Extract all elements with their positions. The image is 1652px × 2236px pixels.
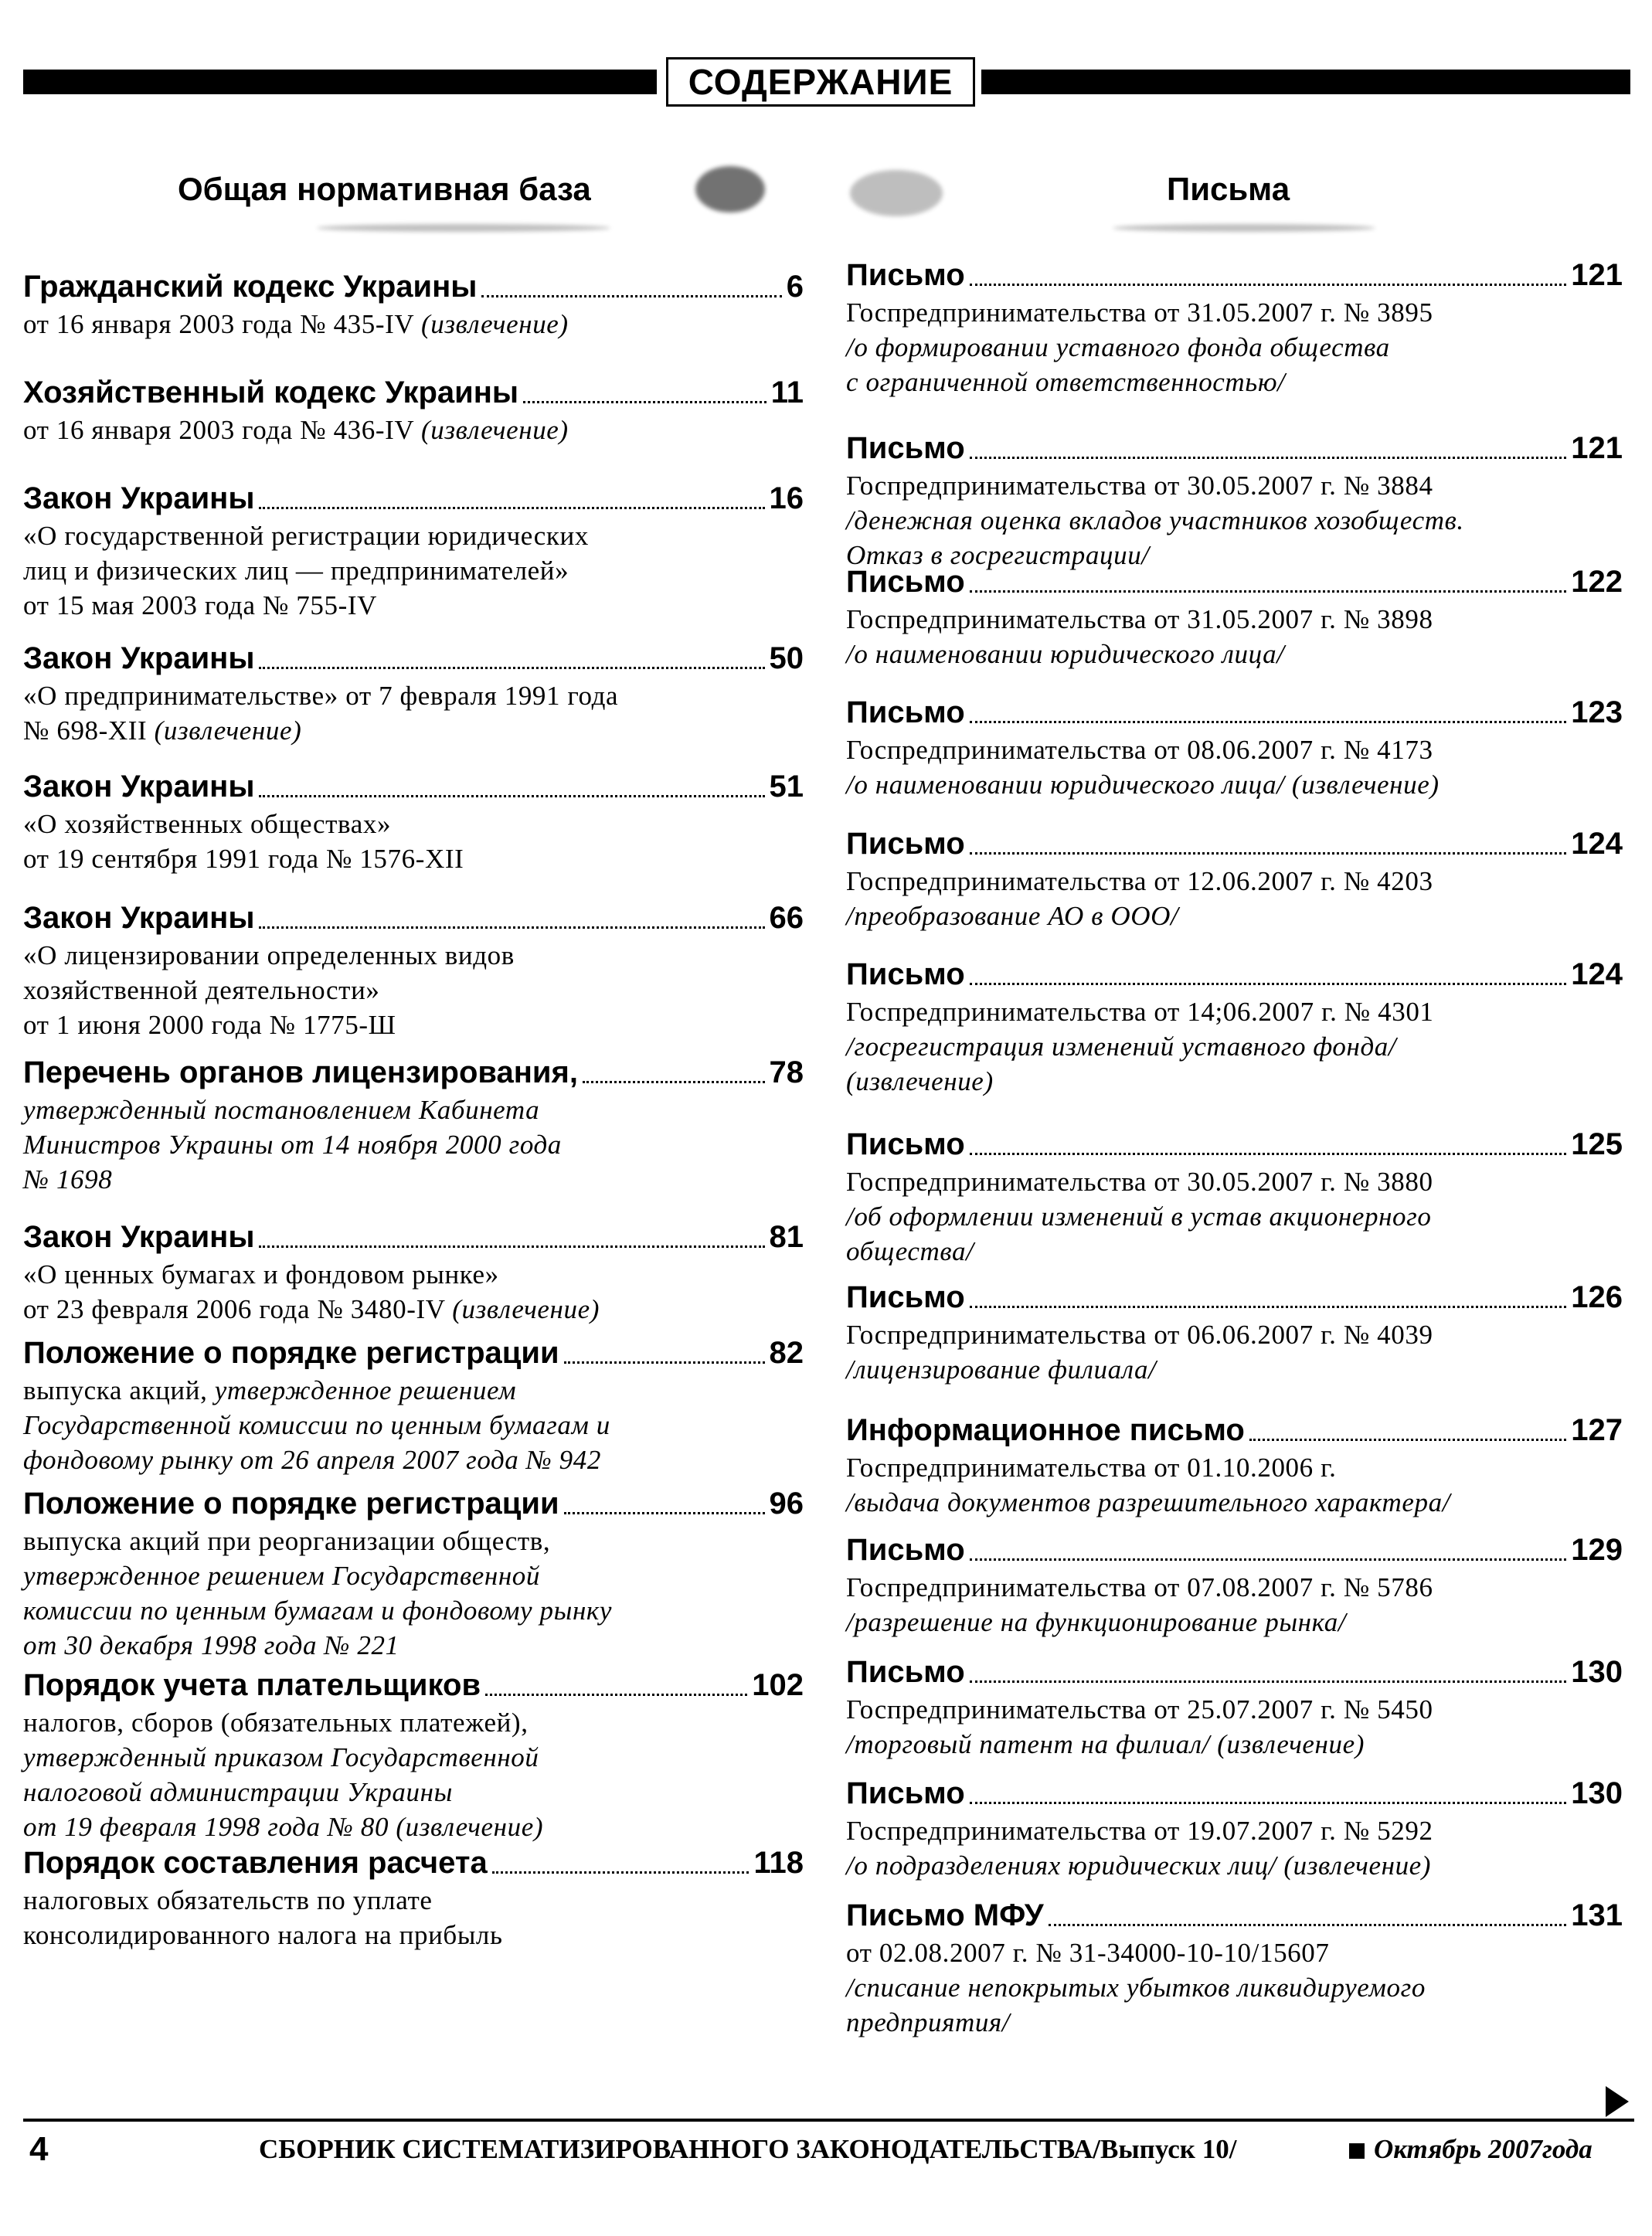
toc-entry-description-line [846,1605,1623,1640]
toc-entry-description-line [23,938,804,973]
dot-leader [259,795,764,797]
toc-entry-title: Положение о порядке регистрации [23,1336,559,1370]
toc-entry-description-line [846,864,1623,899]
toc-entry [846,692,1623,802]
description-text: выпуска акций, [23,1375,215,1405]
description-text: № 698-XII [23,715,155,746]
dot-leader [970,284,1567,286]
description-text: Госпредпринимательства от 25.07.2007 г. № 5450 [846,1694,1433,1725]
description-text: утвержденное решением [214,1375,517,1405]
toc-entry [23,898,804,1042]
description-text: предприятия/ [846,2007,1011,2037]
dot-leader [970,1680,1567,1683]
toc-entry-title: Гражданский кодекс Украины [23,270,478,304]
right-column-heading: Письма [1167,171,1290,207]
dot-leader [564,1512,765,1514]
toc-entry-heading [846,954,1623,994]
description-text: от 16 января 2003 года № 436-IV [23,415,421,445]
description-text: хозяйственной деятельности» [23,975,380,1005]
toc-entry-heading [846,1773,1623,1813]
description-text: (извлечение) [420,415,569,445]
description-text: /разрешение на функционирование рынка/ [846,1607,1347,1637]
toc-entry-description-line [23,1810,804,1844]
toc-entry [846,1652,1623,1762]
toc-entry-heading [23,478,804,518]
toc-entry-title: Письмо [846,695,965,729]
toc-entry-heading [23,766,804,807]
toc-entry-description-line [846,637,1623,671]
dot-leader [481,295,781,297]
toc-entry-title: Закон Украины [23,1220,255,1254]
toc-entry [846,954,1623,1099]
toc-entry [846,1124,1623,1269]
dot-leader [970,983,1567,985]
toc-entry-description-line [23,973,804,1008]
toc-entry-description-line [846,1813,1623,1848]
toc-entry [846,1277,1623,1387]
toc-entry [846,1773,1623,1883]
description-text: Госпредпринимательства от 01.10.2006 г. [846,1453,1337,1483]
toc-entry-description-line [23,1918,804,1952]
toc-entry-description-line [846,1199,1623,1234]
toc-page-number: 96 [769,1487,804,1521]
dot-leader [485,1694,747,1696]
toc-entry-description-line [846,602,1623,637]
header-rule-left [23,70,657,94]
toc-entry-description-line [846,1935,1623,1970]
description-text: с ограниченной ответственностью/ [846,367,1286,397]
toc-page-number: 50 [769,641,804,675]
description-text: /лицензирование филиала/ [846,1354,1157,1385]
dot-leader [970,852,1567,855]
toc-entry-description-line [846,1848,1623,1883]
toc-entry-heading [23,638,804,678]
toc-entry [23,1052,804,1197]
toc-entry [23,478,804,623]
toc-entry-description-line [23,1373,804,1408]
description-text: Госпредпринимательства от 06.06.2007 г. № 4039 [846,1320,1433,1350]
toc-entry-description-line [23,1740,804,1775]
description-text: /о подразделениях юридических лиц/ (извлечение) [846,1850,1432,1881]
description-text: от 19 сентября 1991 года № 1576-XII [23,844,464,874]
toc-entry-description-line [23,518,804,553]
description-text: от 23 февраля 2006 года № 3480-IV [23,1294,453,1324]
toc-page-number: 51 [769,770,804,804]
toc-entry-description-line [846,1317,1623,1352]
toc-entry [23,372,804,447]
description-text: /о формировании уставного фонда общества [846,332,1390,362]
toc-entry-heading [23,1843,804,1883]
description-text: консолидированного налога на прибыль [23,1920,503,1950]
toc-entry [23,267,804,342]
toc-page-number: 130 [1571,1776,1623,1810]
description-text: утвержденный постановлением Кабинета [23,1095,540,1125]
dot-leader [259,507,764,509]
toc-page-number: 124 [1571,957,1623,991]
description-text: /выдача документов разрешительного характера/ [846,1487,1451,1517]
dot-leader [1249,1439,1566,1441]
toc-entry-heading [846,562,1623,602]
toc-entry-title: Закон Украины [23,641,255,675]
toc-page-number: 124 [1571,827,1623,861]
dot-leader [970,1558,1567,1561]
description-text: налоговой администрации Украины [23,1777,453,1807]
dot-leader [970,1153,1567,1155]
description-text: Госпредпринимательства от 19.07.2007 г. № 5292 [846,1816,1433,1846]
description-text: /об оформлении изменений в устав акционерного [846,1201,1432,1232]
description-text: от 15 мая 2003 года № 755-IV [23,590,377,620]
toc-entry-heading [23,1665,804,1705]
dot-leader [970,457,1567,459]
toc-page-number: 126 [1571,1280,1623,1314]
toc-entry-title: Закон Украины [23,770,255,804]
description-text: Госпредпринимательства от 30.05.2007 г. № 3884 [846,471,1433,501]
toc-entry-description-line [23,1628,804,1663]
toc-entry-description-line [846,1450,1623,1485]
toc-page-number: 129 [1571,1533,1623,1567]
toc-entry-description-line [23,588,804,623]
toc-entry-description-line [846,732,1623,767]
toc-entry-heading [846,692,1623,732]
description-text: (извлечение) [154,715,302,746]
description-text: лиц и физических лиц — предпринимателей» [23,556,569,586]
page-number: 4 [29,2130,49,2168]
toc-entry-heading [23,1333,804,1373]
toc-page-number: 121 [1571,431,1623,465]
description-text: «О хозяйственных обществах» [23,809,392,839]
toc-entry-description-line [846,365,1623,399]
toc-page-number: 131 [1571,1898,1623,1932]
description-text: /преобразование АО в ООО/ [846,901,1179,931]
toc-entry-title: Письмо [846,827,965,861]
toc-entry-description-line [846,994,1623,1029]
footer-title: СБОРНИК СИСТЕМАТИЗИРОВАННОГО ЗАКОНОДАТЕЛЬСТВА/Выпуск 10/ [259,2134,1237,2164]
toc-page-number: 121 [1571,258,1623,292]
footer-date: Октябрь 2007года [1374,2134,1593,2164]
description-text: Госпредпринимательства от 07.08.2007 г. № 5786 [846,1572,1433,1602]
toc-entry-description-line [846,1692,1623,1727]
toc-page-number: 11 [770,375,804,409]
toc-entry [846,255,1623,399]
toc-entry-title: Письмо [846,1655,965,1689]
toc-entry-description-line [846,295,1623,330]
toc-entry-heading [23,1217,804,1257]
scan-smudge [695,166,765,212]
toc-page-number: 78 [769,1055,804,1089]
toc-entry-heading [846,1895,1623,1935]
footer-rule [23,2119,1634,2122]
toc-entry-description-line [23,1443,804,1477]
toc-entry-title: Положение о порядке регистрации [23,1487,559,1521]
dot-leader [583,1081,765,1083]
description-text: Госпредпринимательства от 12.06.2007 г. № 4203 [846,866,1433,896]
toc-page-number: 122 [1571,565,1623,599]
toc-entry-heading [846,1410,1623,1450]
toc-entry-description-line [846,1352,1623,1387]
description-text: от 19 февраля 1998 года № 80 (извлечение) [23,1812,544,1842]
description-text: налоговых обязательств по уплате [23,1885,433,1915]
toc-entry-description-line [23,1705,804,1740]
description-text: «О предпринимательстве» от 7 февраля 1991 года [23,681,619,711]
toc-entry-title: Письмо [846,1533,965,1567]
dot-leader [970,1802,1567,1804]
dot-leader [564,1361,765,1364]
toc-entry-description-line [846,468,1623,503]
header-rule-right [981,70,1630,94]
toc-entry-description-line [846,1970,1623,2005]
toc-entry-description-line [23,553,804,588]
toc-entry-description-line [23,1127,804,1162]
toc-entry-title: Перечень органов лицензирования, [23,1055,578,1089]
toc-page-number: 66 [769,901,804,935]
description-text: /госрегистрация изменений уставного фонда/ [846,1031,1397,1062]
toc-entry-description-line [23,713,804,748]
toc-entry [23,766,804,876]
description-text: (извлечение) [452,1294,600,1324]
description-text: выпуска акций при реорганизации обществ, [23,1526,551,1556]
next-page-arrow-icon [1606,2086,1629,2117]
toc-entry-description-line [23,1008,804,1042]
square-bullet-icon [1349,2143,1365,2159]
description-text: (извлечение) [846,1066,994,1096]
toc-page-number: 6 [786,270,804,304]
description-text: утвержденный приказом Государственной [23,1742,539,1772]
description-text: «О государственной регистрации юридических [23,521,589,551]
toc-entry-description-line [23,807,804,841]
description-text: /списание непокрытых убытков ликвидируемого [846,1973,1426,2003]
description-text: Государственной комиссии по ценным бумагам и [23,1410,610,1440]
toc-entry-description-line [846,503,1623,538]
toc-entry [846,428,1623,573]
toc-entry-heading [846,1277,1623,1317]
scan-smudge [317,224,610,232]
toc-entry [23,1217,804,1327]
toc-page-number: 127 [1571,1413,1623,1447]
toc-entry-description-line [846,767,1623,802]
left-column-heading: Общая нормативная база [178,171,591,207]
toc-entry-title: Письмо [846,1127,965,1161]
description-text: комиссии по ценным бумагам и фондовому рынку [23,1595,613,1626]
toc-page-number: 102 [752,1668,804,1702]
toc-page-number: 16 [769,481,804,515]
toc-entry-heading [846,1652,1623,1692]
toc-entry-title: Письмо [846,258,965,292]
toc-entry-description-line [23,1093,804,1127]
toc-entry-title: Письмо [846,431,965,465]
description-text: «О ценных бумагах и фондовом рынке» [23,1259,499,1290]
description-text: общества/ [846,1236,974,1266]
toc-entry [23,1333,804,1477]
toc-entry [23,638,804,748]
toc-entry-title: Закон Украины [23,901,255,935]
description-text: (извлечение) [420,309,569,339]
toc-entry-heading [23,372,804,413]
description-text: /денежная оценка вкладов участников хозобществ. [846,505,1464,535]
description-text: Министров Украины от 14 ноября 2000 года [23,1130,562,1160]
toc-page-number: 118 [753,1846,804,1880]
toc-entry-description-line [23,678,804,713]
toc-entry-description-line [846,1234,1623,1269]
toc-page-number: 125 [1571,1127,1623,1161]
toc-entry-title: Порядок составления расчета [23,1846,488,1880]
toc-entry-title: Порядок учета плательщиков [23,1668,481,1702]
description-text: фондовому рынку от 26 апреля 2007 года № 942 [23,1445,601,1475]
toc-entry [846,1895,1623,2040]
dot-leader [259,667,764,669]
page-footer [23,2126,1634,2173]
description-text: Госпредпринимательства от 14;06.2007 г. № 4301 [846,997,1434,1027]
description-text: Госпредпринимательства от 30.05.2007 г. № 3880 [846,1167,1433,1197]
toc-entry-description-line [23,1162,804,1197]
toc-entry-description-line [23,1593,804,1628]
description-text: Госпредпринимательства от 31.05.2007 г. № 3898 [846,604,1433,634]
toc-page-number: 81 [769,1220,804,1254]
toc-entry-description-line [846,1029,1623,1064]
toc-entry-heading [23,267,804,307]
toc-entry [23,1843,804,1952]
dot-leader [1049,1924,1567,1926]
toc-entry-description-line [846,1727,1623,1762]
toc-entry-description-line [23,1775,804,1810]
toc-entry-description-line [846,899,1623,933]
description-text: налогов, сборов (обязательных платежей), [23,1708,529,1738]
toc-entry-heading [846,1530,1623,1570]
description-text: Госпредпринимательства от 31.05.2007 г. № 3895 [846,297,1433,328]
toc-entry-heading [23,1483,804,1524]
scan-smudge [1113,224,1375,232]
toc-entry [846,1410,1623,1520]
toc-entry-heading [846,1124,1623,1164]
toc-entry [23,1483,804,1663]
toc-entry [23,1665,804,1844]
description-text: от 1 июня 2000 года № 1775-Ш [23,1010,396,1040]
toc-entry-description-line [846,1164,1623,1199]
description-text: от 16 января 2003 года № 435-IV [23,309,421,339]
description-text: /о наименовании юридического лица/ [846,639,1285,669]
dot-leader [970,590,1567,593]
toc-entry-description-line [846,1570,1623,1605]
description-text: от 30 декабря 1998 года № 221 [23,1630,399,1660]
toc-entry-description-line [23,1292,804,1327]
description-text: Госпредпринимательства от 08.06.2007 г. № 4173 [846,735,1433,765]
toc-entry-description-line [23,1408,804,1443]
toc-entry-title: Письмо МФУ [846,1898,1044,1932]
dot-leader [970,721,1567,723]
toc-entry-title: Письмо [846,1776,965,1810]
toc-entry-description-line [23,1257,804,1292]
toc-entry-description-line [23,841,804,876]
description-text: Отказ в госрегистрации/ [846,540,1150,570]
toc-entry-title: Информационное письмо [846,1413,1245,1447]
description-text: /о наименовании юридического лица/ (извлечение) [846,770,1440,800]
toc-entry-description-line [23,307,804,342]
toc-entry-description-line [23,1558,804,1593]
dot-leader [523,401,767,403]
toc-entry-heading [23,1052,804,1093]
toc-entry-title: Письмо [846,957,965,991]
toc-page-number: 123 [1571,695,1623,729]
toc-page-number: 130 [1571,1655,1623,1689]
toc-entry-description-line [846,1064,1623,1099]
toc-entry-description-line [846,2005,1623,2040]
page-title: СОДЕРЖАНИЕ [666,57,975,107]
toc-entry-heading [23,898,804,938]
dot-leader [492,1871,750,1874]
toc-entry-heading [846,824,1623,864]
toc-entry-title: Закон Украины [23,481,255,515]
toc-entry-title: Хозяйственный кодекс Украины [23,375,519,409]
toc-entry-heading [846,428,1623,468]
toc-entry-description-line [846,330,1623,365]
toc-entry [846,562,1623,671]
description-text: от 02.08.2007 г. № 31-34000-10-10/15607 [846,1938,1330,1968]
toc-entry-description-line [23,413,804,447]
description-text: /торговый патент на филиал/ (извлечение) [846,1729,1365,1759]
dot-leader [259,926,764,929]
scan-smudge [850,170,943,216]
description-text: № 1698 [23,1164,113,1194]
toc-entry-title: Письмо [846,1280,965,1314]
toc-entry-heading [846,255,1623,295]
dot-leader [970,1306,1567,1308]
dot-leader [259,1245,764,1248]
description-text: утвержденное решением Государственной [23,1561,540,1591]
toc-page-number: 82 [769,1336,804,1370]
toc-entry-title: Письмо [846,565,965,599]
toc-entry-description-line [23,1883,804,1918]
toc-entry [846,824,1623,933]
toc-entry-description-line [846,1485,1623,1520]
description-text: «О лицензировании определенных видов [23,940,515,970]
toc-entry [846,1530,1623,1640]
toc-entry-description-line [23,1524,804,1558]
